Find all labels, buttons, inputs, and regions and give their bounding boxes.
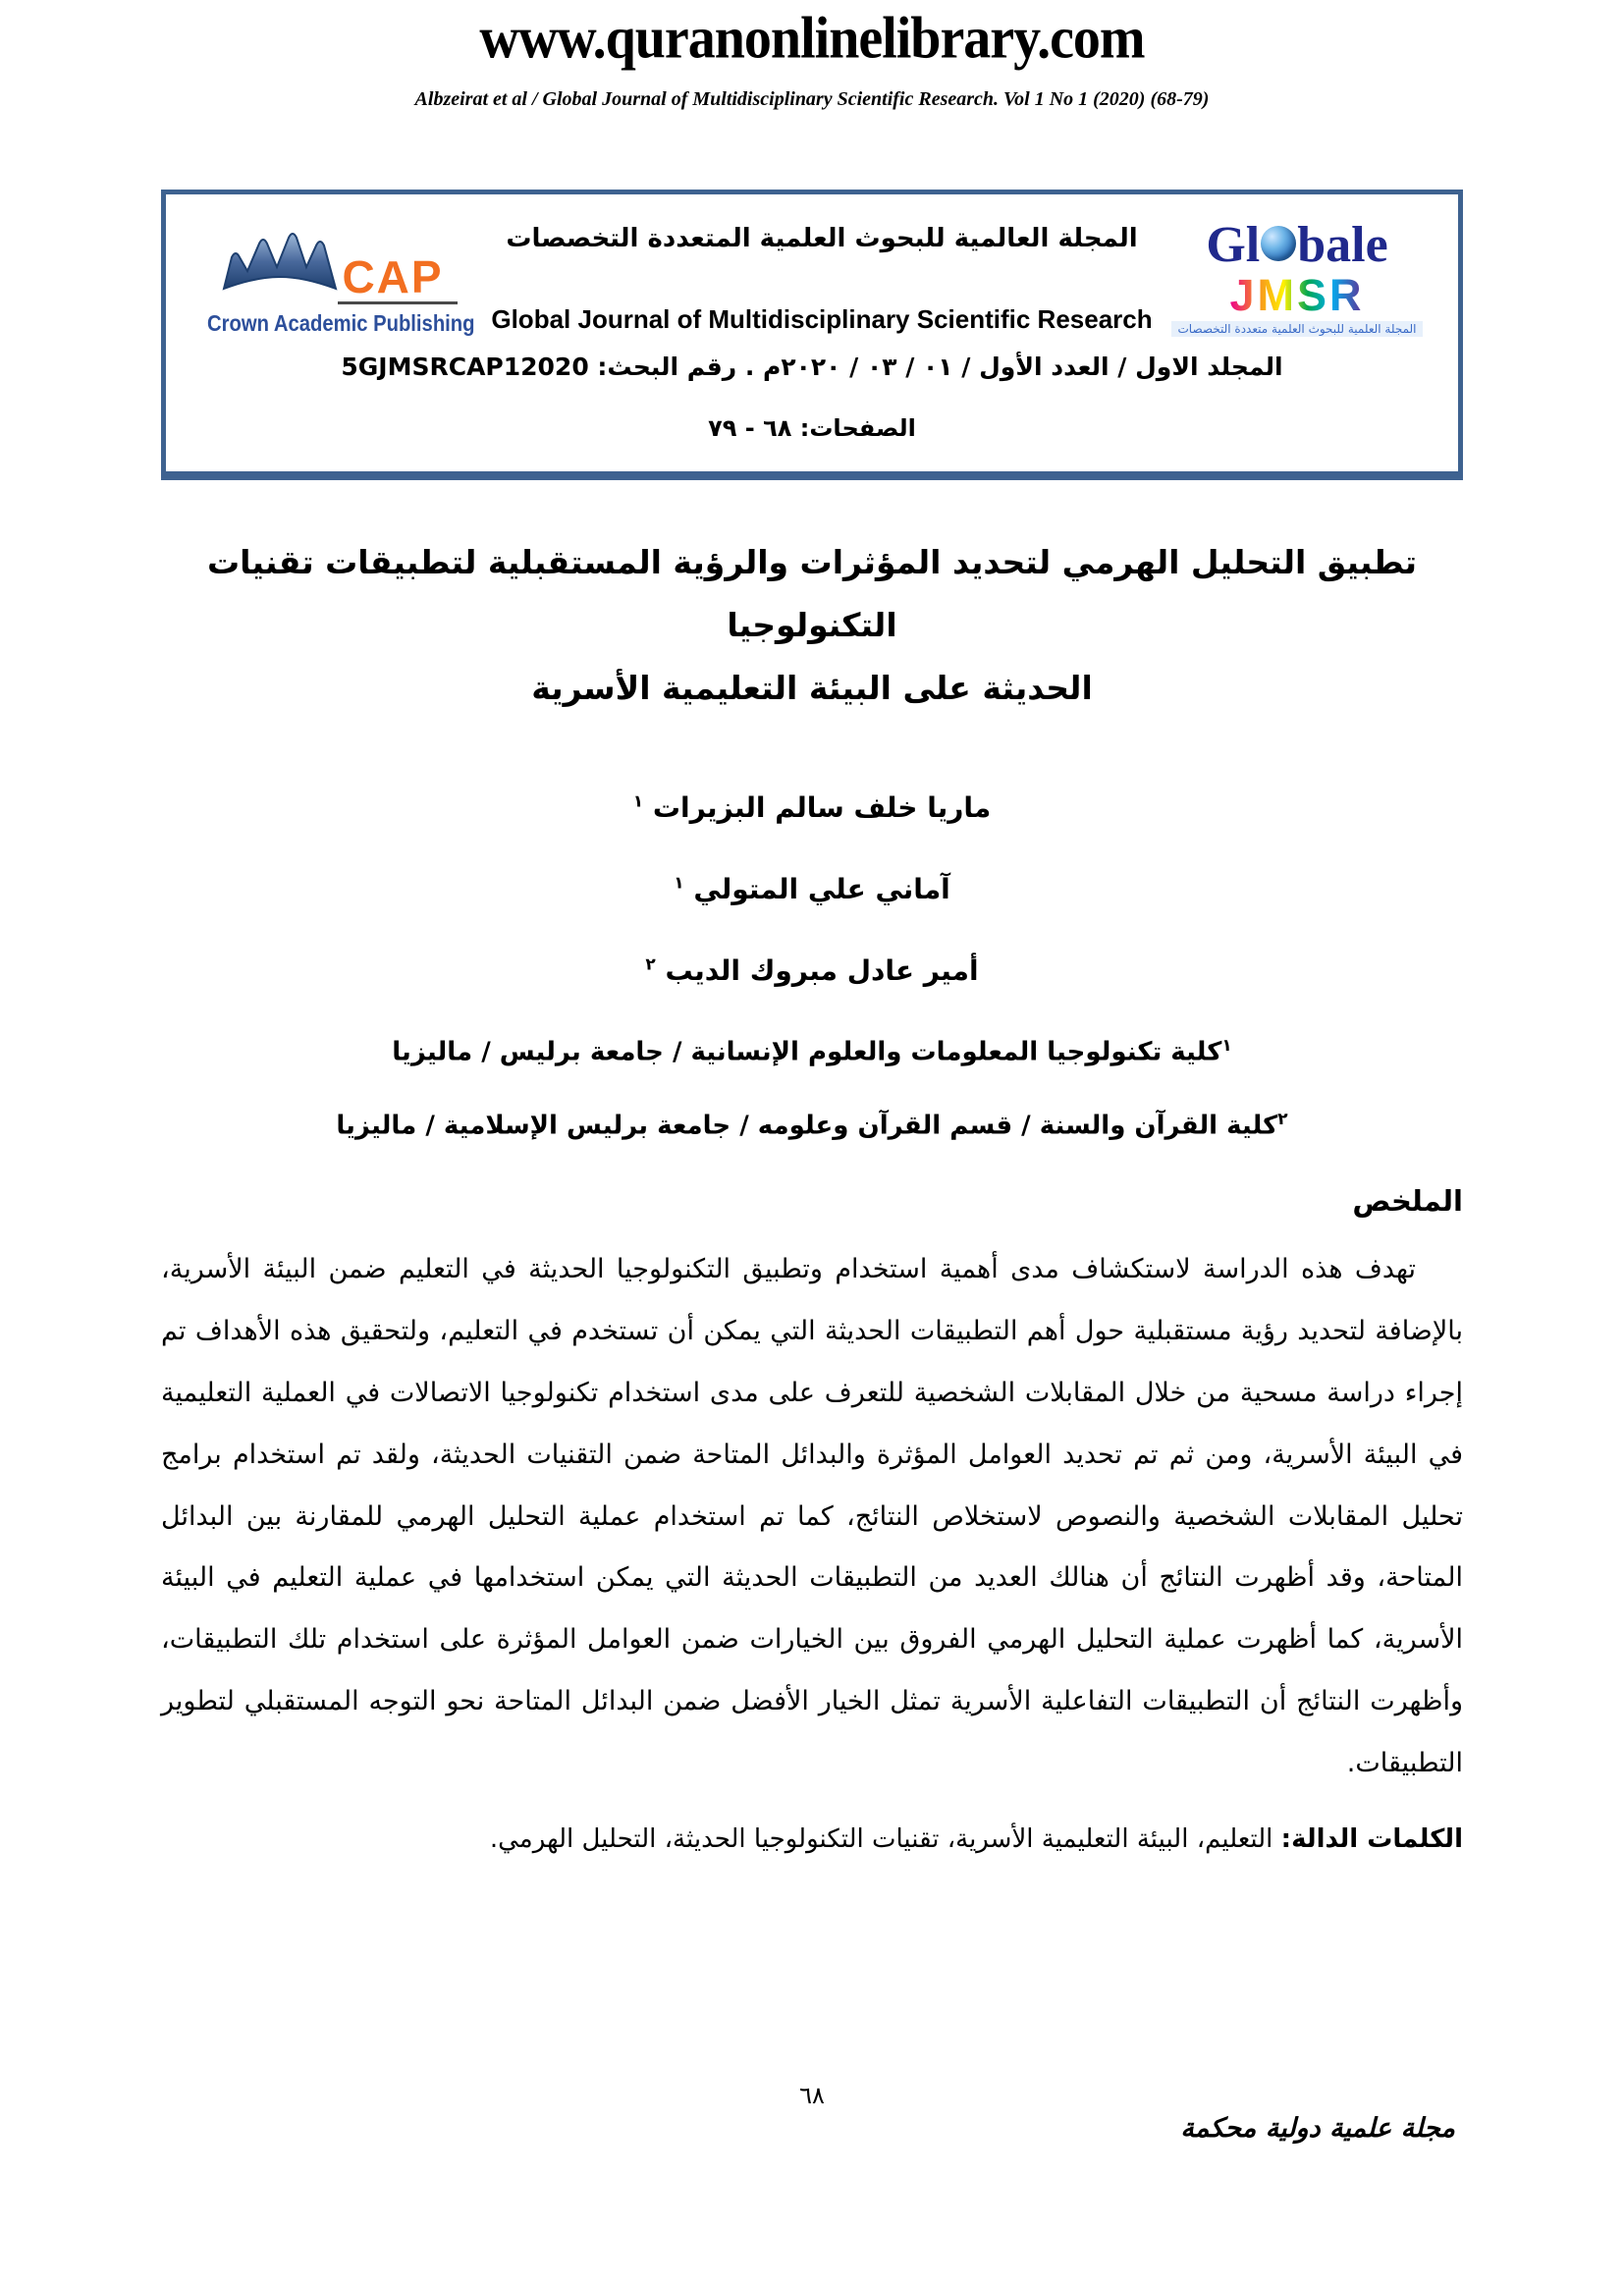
journal-type-note: مجلة علمية دولية محكمة	[1180, 2113, 1455, 2144]
author-2-affiliation-mark: ١	[674, 873, 684, 894]
page-number: ٦٨	[799, 2082, 825, 2109]
issue-info-line: المجلد الاول / العدد الأول / ٠١ / ٠٣ / ٢٠٢٠م . رقم البحث: 5GJMSRCAP12020	[341, 352, 1283, 381]
article-title-line1: تطبيق التحليل الهرمي لتحديد المؤثرات والرؤية المستقبلية لتطبيقات تقنيات التكنولوجيا	[207, 542, 1417, 644]
publisher-acronym: CAP	[338, 257, 457, 303]
journal-name-english: Global Journal of Multidisciplinary Scientific Research	[491, 303, 1153, 334]
article-title	[161, 531, 1463, 721]
globale-left: Gl	[1206, 216, 1261, 273]
publisher-name: Crown Academic Publishing	[207, 309, 475, 336]
author-2	[0, 873, 1624, 905]
journal-names	[484, 216, 1160, 335]
affiliation-2	[0, 1110, 1624, 1141]
jmsr-acronym: JMSR	[1229, 269, 1365, 320]
abstract-heading: الملخص	[1352, 1183, 1463, 1218]
affiliation-2-mark: ٢	[1277, 1110, 1288, 1130]
journal-header-box	[161, 190, 1463, 480]
pages-line: الصفحات: ٦٨ - ٧٩	[708, 413, 916, 442]
affiliation-2-text: كلية القرآن والسنة / قسم القرآن وعلومه / جامعة برليس الإسلامية / ماليزيا	[336, 1111, 1278, 1141]
globe-icon	[1261, 226, 1296, 261]
globale-right: bale	[1297, 216, 1388, 273]
author-3	[0, 954, 1624, 987]
abstract-text: تهدف هذه الدراسة لاستكشاف مدى أهمية استخدام وتطبيق التكنولوجيا الحديثة في التعليم ضمن البيئة الأسرية، بالإضافة لتحديد رؤية مستقبلية حول أهم التطبيقات الحديثة التي يمكن أن تستخدم في التعليم، ولتحقيق هذه الأهداف تم إجراء دراسة مسحية من خلال المقابلات الشخصية للتعرف على مدى استخدام تكنولوجيا الاتصالات في العملية التعليمية في البيئة الأسرية، ومن ثم تم تحديد العوامل المؤثرة والبدائل المتاحة ضمن التقنيات الحديثة، ولقد تم استخدام برامج تحليل المقابلات الشخصية والنصوص لاستخلاص النتائج، كما تم استخدام عملية التحليل الهرمي للمقارنة بين البدائل المتاحة، وقد أظهرت النتائج أن هنالك العديد من التطبيقات الحديثة التي يمكن استخدامها في عملية التعليم في البيئة الأسرية، كما أظهرت عملية التحليل الهرمي الفروق بين الخيارات ضمن العوامل المؤثرة على استخدام تلك التطبيقات، وأظهرت النتائج أن التطبيقات التفاعلية الأسرية تمثل الخيار الأفضل ضمن البدائل المتاحة نحو التوجه المستقبلي لتطوير التطبيقات.	[161, 1253, 1463, 1779]
affiliation-1	[0, 1036, 1624, 1067]
publisher-logo	[189, 216, 484, 337]
author-1-name: ماريا خلف سالم البزيرات	[652, 790, 992, 824]
author-3-affiliation-mark: ٢	[645, 954, 656, 975]
jmsr-tagline: المجلة العلمية للبحوث العلمية متعددة التخصصات	[1171, 321, 1422, 337]
keywords-label: الكلمات الدالة:	[1280, 1824, 1463, 1855]
journal-brand-logo	[1160, 216, 1435, 337]
author-3-name: أمير عادل مبروك الديب	[665, 953, 979, 987]
journal-box-row	[189, 216, 1435, 337]
article-title-line2: الحديثة على البيئة التعليمية الأسرية	[531, 669, 1093, 708]
affiliations-list	[0, 1036, 1624, 1141]
affiliation-1-mark: ١	[1221, 1035, 1232, 1056]
publisher-logo-top	[189, 228, 484, 304]
author-2-name: آماني علي المتولي	[693, 872, 950, 905]
globale-wordmark	[1160, 216, 1435, 273]
affiliation-1-text: كلية تكنولوجيا المعلومات والعلوم الإنسانية / جامعة برليس / ماليزيا	[392, 1037, 1222, 1067]
crown-icon	[216, 228, 344, 304]
keywords-text: التعليم، البيئة التعليمية الأسرية، تقنيات التكنولوجيا الحديثة، التحليل الهرمي.	[489, 1824, 1281, 1855]
author-1-affiliation-mark: ١	[632, 791, 644, 812]
citation-line: Albzeirat et al / Global Journal of Multidisciplinary Scientific Research. Vol 1 No 1 (2020) (68-79)	[414, 87, 1210, 110]
website-url: www.quranonlinelibrary.com	[479, 5, 1145, 72]
authors-list	[0, 791, 1624, 987]
keywords-line	[161, 1811, 1463, 1870]
journal-name-arabic: المجلة العالمية للبحوث العلمية المتعددة التخصصات	[506, 223, 1138, 253]
author-1	[0, 791, 1624, 824]
